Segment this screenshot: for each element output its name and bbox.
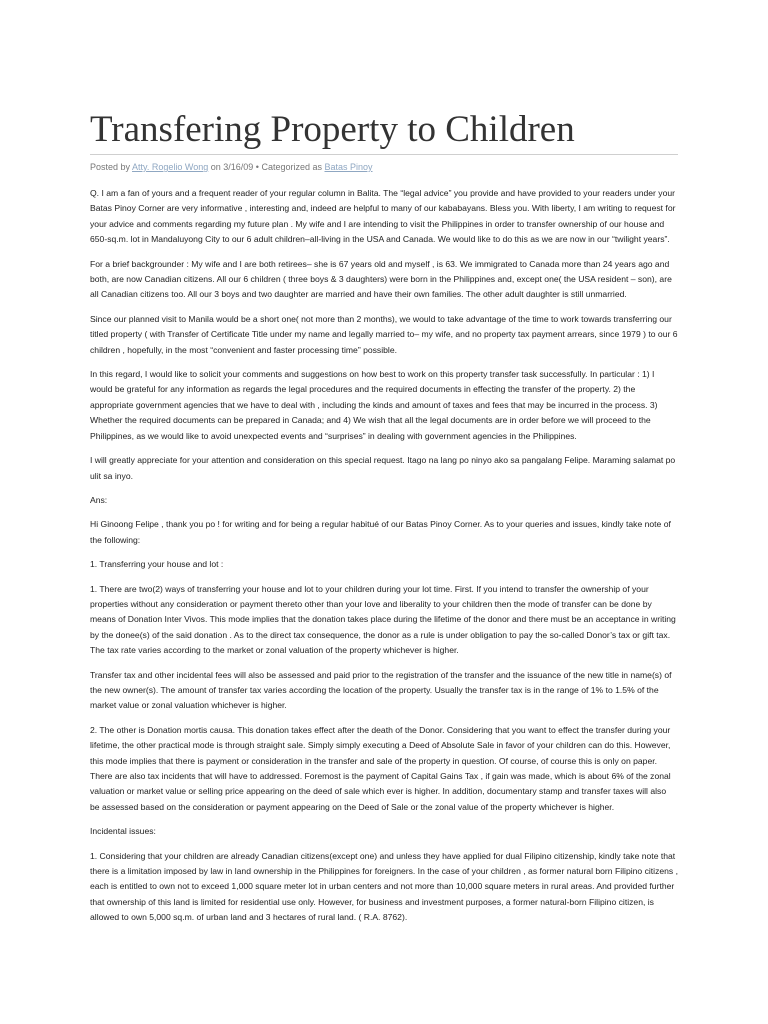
paragraph-transfer-tax: Transfer tax and other incidental fees will also be assessed and paid prior to the registration of the transfer and the issuance of the new title in name(s) of the new owner(s). The amount of transfer tax varies according the location of the property. Usually the transfer tax is in the range of 1% to 1.5% of the market value or zonal valuation whichever is higher. <box>90 669 672 711</box>
paragraph-question: Q. I am a fan of yours and a frequent reader of your regular column in Balita. The “legal advice” you provide and have provided to your readers under your Batas Pinoy Corner are very informative , interesting and, indeed are helpful to many of our kababayans. Bless you. With liberty, I am writing to request for your advice and comments regarding my future plan . My wife and I are intending to visit the Philippines in order to transfer ownership of our house and 650-sq.m. lot in Mandaluyong City to our 6 adult children–all-living in the USA and Canada. We would like to do this as we are now in our “twilight years”. <box>90 188 676 245</box>
paragraph-planned-visit: Since our planned visit to Manila would be a short one( not more than 2 months), we would to take advantage of the time to work towards transferring our titled property ( with Transfer of Certificate Title under my name and legally married to– my wife, and no property tax payment arrears, since 1979 ) to our 6 children , hopefully, in the most “convenient and faster processing time” possible. <box>90 313 678 355</box>
paragraph-backgrounder: For a brief backgrounder : My wife and I are both retirees– she is 67 years old and myself , is 63. We immigrated to Canada more than 24 years ago and both, are now Canadian citizens. All our 6 children ( three boys & 3 daughters) were born in the Philippines and, except one( the USA resident – son), are all Canadian citizens too. All our 3 boys and two daughter are married and have their own families. The other adult daughter is still unmarried. <box>90 258 672 300</box>
paragraph-heading-transfer: 1. Transferring your house and lot : <box>90 559 224 570</box>
paragraph-thanks: I will greatly appreciate for your attention and consideration on this special request. Itago na lang po ninyo ako sa pangalang Felipe. Maraming salamat po ulit sa inyo. <box>90 455 676 481</box>
paragraph-greeting: Hi Ginoong Felipe , thank you po ! for writing and for being a regular habitué of our Batas Pinoy Corner. As to your queries and issues, kindly take note of the following: <box>90 519 671 545</box>
article-byline <box>90 161 678 174</box>
byline-date: on 3/16/09 • Categorized as <box>208 162 325 172</box>
article <box>90 108 678 935</box>
article-title: Transfering Property to Children <box>90 108 678 155</box>
paragraph-ans-label: Ans: <box>90 494 108 505</box>
paragraph-request-details: In this regard, I would like to solicit your comments and suggestions on how best to work on this property transfer task successfully. In particular : 1) I would be grateful for any information as regards the legal procedures and the required documents in effecting the transfer of the property. 2) the appropriate government agencies that we have to deal with , including the kinds and amount of taxes and fees that may be incurred in the process. 3) Whether the required documents can be prepared in Canada; and 4) We wish that all the legal documents are in order before we will proceed to the Philippines, as we would like to avoid unexpected events and “surprises” in dealing with government agencies in the Philippines. <box>90 369 658 441</box>
paragraph-donation-inter-vivos: 1. There are two(2) ways of transferring your house and lot to your children during your lot time. First. If you intend to transfer the ownership of your properties without any consideration or payment thereto other than your love and liberality to your children then the mode of transfer can be done by means of Donation Inter Vivos. This mode implies that the donation takes place during the lifetime of the donor and there must be an acceptance in writing by the donee(s) of the said donation . As to the direct tax consequence, the donor as a rule is under obligation to pay the so-called Donor’s tax or gift tax. The tax rate varies according to the market or zonal valuation of the property whichever is higher. <box>90 583 676 656</box>
byline-prefix: Posted by <box>90 162 133 172</box>
author-link[interactable]: Atty. Rogelio Wong <box>132 162 209 172</box>
paragraph-land-ownership-limit: 1. Considering that your children are already Canadian citizens(except one) and unless they have applied for dual Filipino citizenship, kindly take note that there is a limitation imposed by law in land ownership in the Philippines for foreigners. In the case of your children , as former natural born Filipino citizens , each is entitled to own not to exceed 1,000 square meter lot in urban centers and not more than 10,000 square meters in rural areas. And provided further that ownership of this land is limited for residential use only. However, for business and investment purposes, a former natural-born Filipino citizen, is allowed to own 5,000 sq.m. of urban land and 3 hectares of rural land. ( R.A. 8762). <box>90 850 679 923</box>
paragraph-incidental-issues-label: Incidental issues: <box>90 826 156 837</box>
paragraph-donation-mortis-causa: 2. The other is Donation mortis causa. This donation takes effect after the death of the Donor. Considering that you want to effect the transfer during your lifetime, the other practical mode is through straight sale. Simply simply executing a Deed of Absolute Sale in favor of your children can do this. However, this mode implies that there is payment or consideration in the transfer and sale of the property in question. Of course, of course this is only on paper. There are also tax incidents that will have to addressed. Foremost is the payment of Capital Gains Tax , if gain was made, which is about 6% of the zonal valuation or market value or selling price appearing on the deed of sale which ever is higher. In addition, documentary stamp and transfer taxes will also be assessed based on the consideration or payment appearing on the Deed of Sale or the zonal value of the property whichever is higher. <box>90 724 671 812</box>
category-link[interactable]: Batas Pinoy <box>324 162 373 172</box>
